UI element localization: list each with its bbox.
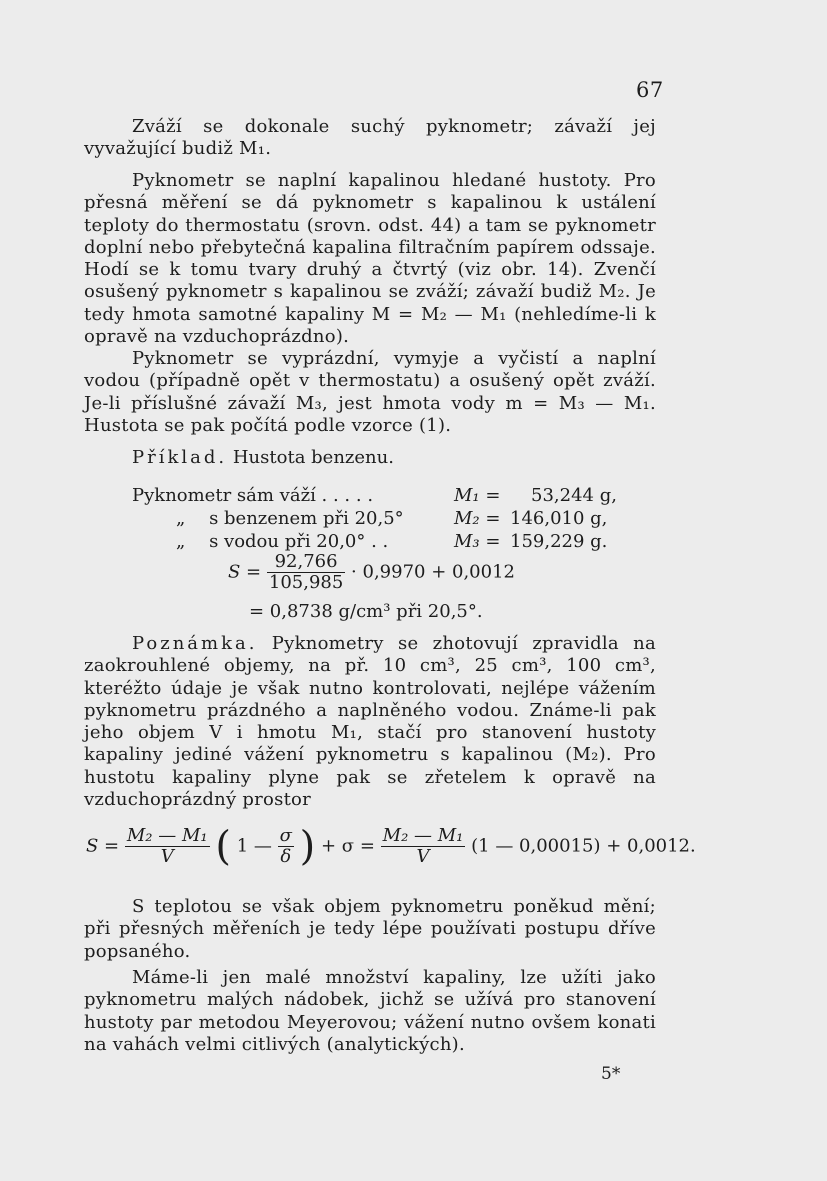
row-value: 53,244 g, [531,485,617,506]
paragraph-5-text: S teplotou se však objem pyknometru poněkud mění; při přesných měřeních je tedy lépe používati postupu dříve popsaného. [84,896,656,962]
eq2-numerator-2: σ [279,825,292,846]
paragraph-3 [84,348,656,437]
eq2-denominator-2: δ [280,846,292,867]
eq1-lhs: S = [228,561,262,583]
open-paren: ( [215,823,231,870]
paragraph-6-text: Máme-li jen malé množství kapaliny, lze užíti jako pyknometru malých nádobek, jichž se užívá pro stanovení hustoty par metodou Meyerovou; vážení nutno ovšem konati na vahách velmi citlivých (analytických). [84,967,656,1055]
eq2-tail: (1 — 0,00015) + 0,0012. [471,835,696,857]
row-var [454,508,500,529]
row-text: sám váží . . . . . [236,485,374,506]
paragraph-1-text: Zváží se dokonale suchý pyknometr; závaží jej vyvažující budiž M₁. [84,116,656,160]
paragraph-3-text: Pyknometr se vyprázdní, vymyje a vyčistí a naplní vodou (případně opět v thermostatu) a osušený opět zváží. Je-li příslušné závaží M₃, jest hmota vody m = M₃ — M₁. Hustota se pak počítá podle vzorce (1). [84,348,656,436]
row-text: s benzenem při 20,5° [209,508,404,529]
note-text [84,633,656,811]
eq2-numerator-3: M₂ — M₁ [382,825,464,846]
eq1-numerator: 92,766 [267,552,345,573]
paragraph-6 [84,967,656,1056]
eq1-rest: · 0,9970 + 0,0012 [351,561,515,583]
row-var-text: M₁ = [454,485,501,506]
eq2-mid: + σ = [321,835,375,857]
row-text: s vodou při 20,0° . . [209,531,389,552]
measurement-row [176,531,388,552]
row-var-text: M₂ = [454,508,501,529]
measurement-row [176,508,404,529]
row-value: 159,229 g. [510,531,608,552]
example-title: Hustota benzenu. [232,447,394,468]
eq1-denominator: 105,985 [268,572,344,593]
eq2-fraction-2 [278,826,294,867]
row-var [454,485,500,506]
row-prefix: Pyknometr [132,485,232,506]
eq2-denominator-3: V [416,846,430,867]
example-label: Příklad. [132,447,228,468]
eq2-fraction-3 [381,826,466,867]
eq2-numerator-1: M₂ — M₁ [126,825,208,846]
eq2-inner: 1 — [236,835,272,857]
eq2-fraction-1 [125,826,210,867]
paragraph-5 [84,896,656,963]
equation-2 [86,823,696,870]
row-var-text: M₃ = [454,531,501,552]
close-paren: ) [299,823,316,870]
paragraph-2 [84,170,656,348]
row-value: 146,010 g, [510,508,608,529]
eq2-lhs: S = [86,835,120,857]
paragraph-2-text: Pyknometr se naplní kapalinou hledané hustoty. Pro přesná měření se dá pyknometr s kapalinou k ustálení teploty do thermostatu (srovn. odst. 44) a tam se pyknometr doplní nebo přebytečná kapalina filtračním papírem odssaje. Hodí se k tomu tvary druhý a čtvrtý (viz obr. 14). Zvenčí osušený pyknometr s kapalinou se zváží; závaží budiž M₂. Je tedy hmota samotné kapaliny M = M₂ — M₁ (nehledíme-li k opravě na vzduchoprázdno). [84,170,656,348]
row-prefix: „ [176,508,186,529]
row-var [454,531,500,552]
note-label: Poznámka. [132,633,258,654]
note-paragraph [84,633,656,811]
equation-1-result: = 0,8738 g/cm³ při 20,5°. [249,601,483,622]
equation-1 [228,552,515,593]
row-prefix: „ [176,531,186,552]
paragraph-4-text: Pyknometry se zhotovují zpravidla na zaokrouhlené objemy, na př. 10 cm³, 25 cm³, 100 cm³, kteréžto údaje je však nutno kontrolovati, nejlépe vážením pyknometru prázdného a naplněného vodou. Známe-li pak jeho objem V i hmotu M₁, stačí pro stanovení hustoty kapaliny jediné vážení pyknometru s kapalinou (M₂). Pro hustotu kapaliny plyne pak se zřetelem k opravě na vzduchoprázdný prostor [84,633,656,811]
eq2-denominator-1: V [160,846,174,867]
page-number: 67 [636,78,664,102]
signature-mark: 5* [601,1064,621,1084]
paragraph-1 [84,116,656,161]
eq1-fraction [267,552,345,593]
measurement-row [132,485,373,506]
example-heading [132,447,394,468]
